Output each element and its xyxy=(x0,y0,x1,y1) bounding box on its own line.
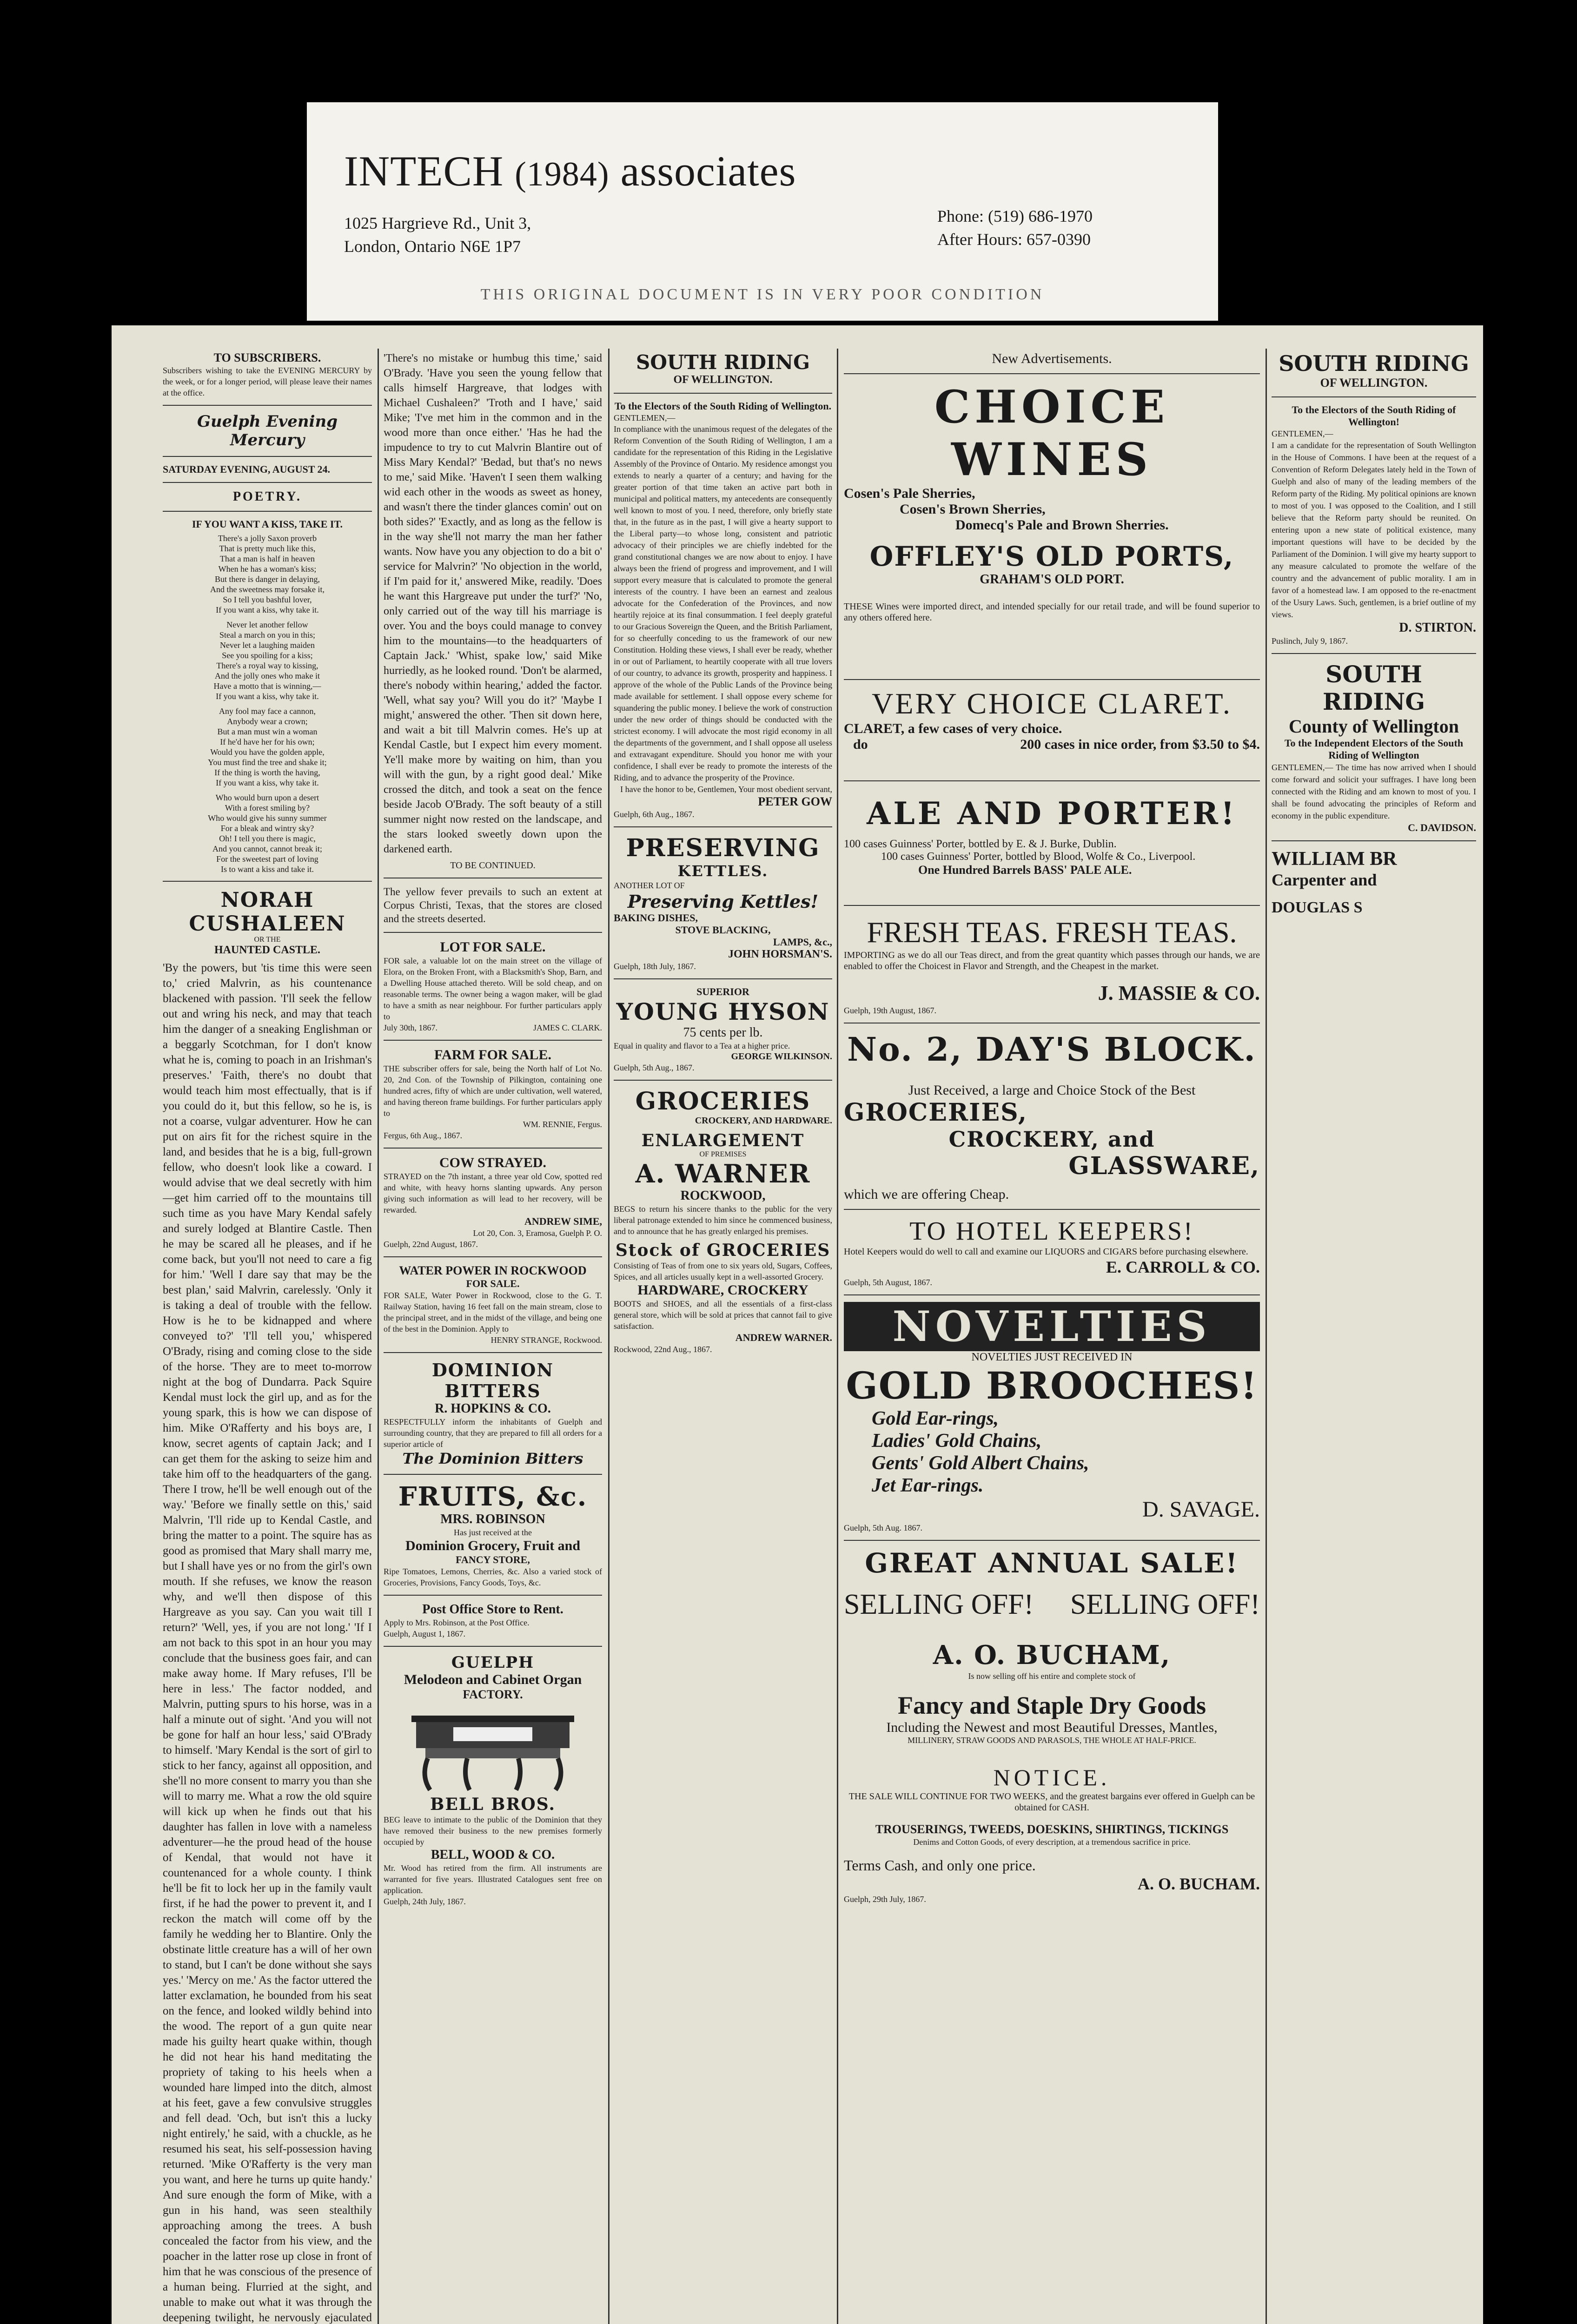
to-subscribers-heading: TO SUBSCRIBERS. xyxy=(213,351,321,364)
choice-wines-ad: CHOICE WINES Cosen's Pale Sherries, Cosen's Brown Sherries, Domecq's Pale and Brown Sherries. OFFLEY'S OLD PORTS, GRAHAM'S OLD PORT. THESE Wines were imported direct, and intended specially for our retail trade, and will be found superior to any others offered here. xyxy=(844,381,1260,623)
fresh-teas-ad: FRESH TEAS. FRESH TEAS. IMPORTING as we do all our Teas direct, and from the great quantity which passes through our hands, we are enabled to offer the Choicest in Flavor and Strength, and the Cheapest in the market. J. MASSIE & CO. Guelph, 19th August, 1867. xyxy=(844,916,1260,1015)
dominion-bitters-ad: DOMINION BITTERS R. HOPKINS & CO. RESPECTFULLY inform the inhabitants of Guelph and surrounding country, that they are prepared to fill all orders for a superior article of The Dominion Bitters xyxy=(384,1360,602,1467)
gentlemen-2: GENTLEMEN,— xyxy=(1272,429,1333,438)
poem-line: And the jolly ones who make it xyxy=(215,671,320,680)
subscribers-text: Subscribers wishing to take the EVENING MERCURY by the week, or for a longer period, will please leave their names at the office. xyxy=(163,366,372,397)
poem-line: Never let another fellow xyxy=(226,620,308,629)
poem-line: If he'd have her for his own; xyxy=(220,737,315,746)
company-phone: Phone: (519) 686-1970 After Hours: 657-0390 xyxy=(937,207,1093,249)
poem-line: Who would give his sunny summer xyxy=(208,813,327,823)
story-or: OR THE xyxy=(254,936,281,944)
poem-line: If the thing is worth the having, xyxy=(214,768,320,777)
preserving-kettles-ad: PRESERVING KETTLES. ANOTHER LOT OF Preserving Kettles! BAKING DISHES, STOVE BLACKING, LAMPS, &c., JOHN HORSMAN'S. Guelph, 18th July, 1867. xyxy=(614,834,832,971)
gow-closing: I have the honor to be, Gentlemen, Your most obedient servant, xyxy=(620,785,832,794)
fever-item: The yellow fever prevails to such an extent at Corpus Christi, Texas, that the stores are closed and the streets deserted. xyxy=(384,886,602,924)
poem-line: So I tell you bashful lover, xyxy=(223,595,312,604)
poem-line: And the sweetness may forsake it, xyxy=(210,585,325,594)
column-rule xyxy=(837,349,838,2324)
gow-date: Guelph, 6th Aug., 1867. xyxy=(614,810,695,819)
gow-signature: PETER GOW xyxy=(758,795,832,808)
newspaper-page xyxy=(112,325,1483,2324)
poem-line: That a man is half in heaven xyxy=(220,554,315,563)
poem-line: That is pretty much like this, xyxy=(219,544,316,553)
days-block-ad: No. 2, DAY'S BLOCK. Just Received, a large and Choice Stock of the Best GROCERIES, CROCKERY, and GLASSWARE, which we are offering Cheap. xyxy=(844,1030,1260,1202)
hotel-keepers-ad: TO HOTEL KEEPERS! Hotel Keepers would do well to call and examine our LIQUORS and CIGARS before purchasing elsewhere. E. CARROLL & CO. Guelph, 5th August, 1867. xyxy=(844,1217,1260,1287)
fruits-ad: FRUITS, &c. MRS. ROBINSON Has just received at the Dominion Grocery, Fruit and FANCY STORE, Ripe Tomatoes, Lemons, Cherries, &c. Also a varied stock of Groceries, Provisions, Fancy Goods, Toys, &c. xyxy=(384,1481,602,1587)
gentlemen: GENTLEMEN,— xyxy=(614,413,676,423)
stirton-date: Puslinch, July 9, 1867. xyxy=(1272,636,1348,646)
gow-letter: In compliance with the unanimous request of the delegates of the Reform Convention of the South Riding of Wellington, I am a candidate for the representation of this Riding in the Legislative Assembly of the Province of Ontario. My residence amongst you extends to nearly a quarter of a century; and having for the greater portion of that time taken an active part both in municipal and political matters, my antecedents are consequently well known to most of you. I need, therefore, only briefly state that, in the future as in the past, I will give a hearty support to the Liberal party—to whose long, consistent and patriotic advocacy of their principles we are chiefly indebted for the grand constitutional changes we are now about to enjoy. I have always been the friend of progress and improvement, and I will support every measure that is calculated to promote the general interests of the country. I have been an earnest and zealous advocate for the Confederation of the Provinces, and now heartily rejoice at its final consummation. I feel deeply grateful to our Gracious Sovereign the Queen, and the British Parliament, for so cheerfully conceding to us the framework of our new Constitution. Holding these views, I shall ever be ready, whether in or out of Parliament, to heartily cooperate with all true lovers of our country, to advance its growth, prosperity and happiness. I approve of the whole of the Public Lands of the Province being made available for settlement. I shall oppose every scheme for squandering the public money. I believe the work of construction under the new order of things should be conducted with the strictest economy. I will advocate the most rigid economy in all the departments of the government, and I shall oppose all useless and extravagant expenditure. Should you honor me with your confidence, I shall ever be ready to promote the interests of the Riding, and to advance the prosperity of the Province. xyxy=(614,424,832,782)
poem-line: Anybody wear a crown; xyxy=(227,717,308,726)
poem-line: For a bleak and wintry sky? xyxy=(220,824,314,833)
poem-line: When he has a woman's kiss; xyxy=(218,564,317,574)
column-3 xyxy=(614,351,832,2324)
new-ads-heading: New Advertisements. xyxy=(992,351,1112,366)
poem-line: You must find the tree and shake it; xyxy=(208,758,327,767)
column-rule xyxy=(608,349,610,2324)
south-riding-sub: OF WELLINGTON. xyxy=(673,374,773,386)
annual-sale-ad: GREAT ANNUAL SALE! SELLING OFF! SELLING OFF! A. O. BUCHAM, Is now selling off his entire and complete stock of Fancy and Staple Dry Goods Including the Newest and most Beautiful Dresses, Mantles, MILLINERY, STRAW GOODS AND PARASOLS, THE WHOLE AT HALF-PRICE. NOTICE. THE SALE WILL CONTINUE FOR TWO WEEKS, and the greatest bargains ever offered in Guelph can be obtained for CASH. TROUSERINGS, TWEEDS, DOESKINS, SHIRTINGS, TICKINGS Denims and Cotton Goods, of every description, at a tremendous sacrifice in price. Terms Cash, and only one price. A. O. BUCHAM. Guelph, 29th July, 1867. xyxy=(844,1547,1260,1904)
independent-electors: To the Independent Electors of the South Riding of Wellington xyxy=(1284,737,1464,761)
novelties-ad: NOVELTIES NOVELTIES JUST RECEIVED IN GOLD BROOCHES! Gold Ear-rings, Ladies' Gold Chains, Gents' Gold Albert Chains, Jet Ear-rings. D. SAVAGE. Guelph, 5th Aug. 1867. xyxy=(844,1302,1260,1532)
poem-line: Oh! I tell you there is magic, xyxy=(219,834,316,843)
poetry-heading: POETRY. xyxy=(232,489,302,504)
poem-line: But a man must win a woman xyxy=(217,727,318,736)
douglas-line: DOUGLAS S xyxy=(1272,899,1363,916)
melodeon-illustration xyxy=(384,1702,602,1795)
warner-groceries-ad: GROCERIES CROCKERY, AND HARDWARE. ENLARGEMENT OF PREMISES A. WARNER ROCKWOOD, BEGS to return his sincere thanks to the public for the very liberal patronage extended to him since he commenced business, and to announce that he has greatly enlarged his premises. Stock of GROCERIES Consisting of Teas of from one to six years old, Sugars, Coffees, Spices, and all articles usually kept in a well-assorted Grocery. HARDWARE, CROCKERY BOOTS and SHOES, and all the essentials of a first-class general store, which will be sold at prices that cannot fail to give satisfaction. ANDREW WARNER. Rockwood, 22nd Aug., 1867. xyxy=(614,1087,832,1354)
water-power-ad: WATER POWER IN ROCKWOOD FOR SALE. FOR SALE, Water Power in Rockwood, close to the G. T. Railway Station, having 16 feet fall on the main stream, close to the principal street, and in the midst of the village, and being one of the best in the Dominion. Apply to HENRY STRANGE, Rockwood. xyxy=(384,1264,602,1345)
poem-line: And you cannot, cannot break it; xyxy=(212,844,322,853)
poem-line: See you spoiling for a kiss; xyxy=(222,651,313,660)
company-name: INTECH (1984) associates xyxy=(344,147,796,195)
company-address: 1025 Hargrieve Rd., Unit 3, London, Ontario N6E 1P7 xyxy=(344,214,531,256)
column-1 xyxy=(163,351,372,2324)
poem-body xyxy=(163,533,372,874)
ale-porter-ad: ALE AND PORTER! 100 cases Guinness' Porter, bottled by E. & J. Burke, Dublin. 100 cases Guinness' Porter, bottled by Blood, Wolfe & Co., Liverpool. One Hundred Barrels BASS' PALE ALE. xyxy=(844,795,1237,877)
lot-for-sale-ad: LOT FOR SALE. FOR sale, a valuable lot on the main street on the village of Elora, on the Broken Front, with a Blacksmith's Shop, Barn, and a Dwelling House attached thereto. Will be sold cheap, and on reasonable terms. The owner being a wagon maker, will be glad to have a smith as near neighbour. For further particulars apply to July 30th, 1867. JAMES C. CLARK. xyxy=(384,939,602,1032)
column-5 xyxy=(1272,351,1476,2324)
south-riding-sub-2: OF WELLINGTON. xyxy=(1320,376,1428,390)
william-ad-heading: WILLIAM BR xyxy=(1272,848,1397,870)
poem-line: Steal a march on you in this; xyxy=(219,630,315,640)
story-continued: 'There's no mistake or humbug this time,' said O'Brady. 'Have you seen the young fellow that calls himself Hargreave, that lodges with Michael Cushaleen?' 'Troth and I have,' said Mike; 'I've met him in the common and in the wood more than once either.' 'Has he had the impudence to try to cut Malvrin Blantire out of Miss Mary Kendal?' 'Bedad, but that's no news to me,' said Mike. 'Haven't I seen them walking wid each other in the woods as sweet as honey, and wasn't there the tinder glances comin' out on both sides?' 'Exactly, and as long as the fellow is in the way she'll not marry the man her father wants. Now have you any objection to do a bit o' service for Malvrin?' 'No objection in the world, if I'm paid for it,' answered Mike, readily. 'Does he want this Hargreave put under the turf?' 'No, only carried out of the way till his marriage is over. You and the boys could manage to convey him to the mountains—to the headquarters of Captain Jack.' 'Whist, spake low,' said Mike hurriedly, as he looked round. 'Don't be alarmed, there's nobody within hearing,' added the factor. 'Well, what say you? Will you do it?' 'Maybe I might,' answered the other. 'Then sit down here, and wait a bit till Malvrin comes. He's up at Kendal Castle, but I expect him every moment. Ye'll make more by waiting on him, than you will with the gun, by a right good deal.' Mike crossed the ditch, and took a seat on the fence beside Jacob O'Brady. The soft beauty of a still summer night now rested on the landscape, and the stars looked sweetly down upon the darkened earth. xyxy=(384,352,602,855)
county-heading: County of Wellington xyxy=(1289,716,1459,737)
south-riding-heading-3: SOUTH RIDING xyxy=(1322,660,1425,715)
poem-title: IF YOU WANT A KISS, TAKE IT. xyxy=(192,518,343,530)
stirton-signature: D. STIRTON. xyxy=(1399,621,1476,635)
davidson-letter: GENTLEMEN,— The time has now arrived when I should come forward and solicit your suffrages. I have long been connected with the Riding and am known to most of you. I shall be found advocating the principles of Reform and economy in the public expenditure. xyxy=(1272,763,1476,820)
poem-line: Have a motto that is winning,— xyxy=(213,681,321,691)
poem-line: With a forest smiling by? xyxy=(225,803,310,812)
condition-note: THIS ORIGINAL DOCUMENT IS IN VERY POOR CONDITION xyxy=(480,286,1045,303)
south-riding-heading: SOUTH RIDING xyxy=(636,351,810,374)
column-2 xyxy=(384,351,602,2324)
to-electors-2: To the Electors of the South Riding of Wellington! xyxy=(1292,404,1456,428)
cow-strayed-ad: COW STRAYED. STRAYED on the 7th instant, a three year old Cow, spotted red and white, with heavy horns slanting upwards. Any person giving such information as will lead to her recovery, will be rewarded. ANDREW SIME, Lot 20, Con. 3, Eramosa, Guelph P. O. Guelph, 22nd August, 1867. xyxy=(384,1155,602,1249)
poem-line: If you want a kiss, why take it. xyxy=(216,692,319,701)
young-hyson-ad: SUPERIOR YOUNG HYSON 75 cents per lb. Equal in quality and flavor to a Tea at a higher price. GEORGE WILKINSON. Guelph, 5th Aug., 1867. xyxy=(614,986,832,1072)
poem-line: Who would burn upon a desert xyxy=(215,793,319,802)
post-office-ad: Post Office Store to Rent. Apply to Mrs. Robinson, at the Post Office. Guelph, August 1, 1867. xyxy=(384,1602,563,1638)
claret-ad: VERY CHOICE CLARET. CLARET, a few cases of very choice. do 200 cases in nice order, from $3.50 to $4. xyxy=(844,687,1260,752)
poem-line: But there is danger in delaying, xyxy=(215,574,320,584)
story-subtitle: HAUNTED CASTLE. xyxy=(214,944,321,956)
poem-line: If you want a kiss, why take it. xyxy=(216,778,319,787)
poem-line: For the sweetest part of loving xyxy=(216,854,318,864)
story-text: 'By the powers, but 'tis time this were seen to,' cried Malvrin, as his countenance blackened with passion. 'I'll seek the fellow out and wring his neck, and may that teach him the danger of a sneaking Englishman or a beggarly Scotchman, for I don't know what he is, coming to poach in an Irishman's preserves.' 'Faith, there's no doubt that would teach him most effectually, that is if you could do it, but this fellow, so he is, is not a coarse, vulgar adventurer. How he can put on airs fit for the richest squire in the land, and besides that he is a big, full-grown fellow, who doesn't look like a coward. I would advise that we deal secretly with him—get him carried off to the mountains till such time as you have Mary Kendal safely and surely lodged at Blantire Castle. Then he may be scared all he pleases, and if he come back, but you'll not need to care a fig for him.' 'Well I dare say that may be the best plan,' said Malvrin, carelessly. 'Only it is taking a deal of trouble with the fellow. How is he to be kidnapped and where conveyed to?' 'I'll tell you,' whispered O'Brady, rising and coming close to the side of the horse. 'They are to meet to-morrow night at the bog of Dundarra. Pack Squire Kendal must lock the girl up, and as for the young spark, this is how we can dispose of him. Mike O'Rafferty and his boys are, I know, secret agents of captain Jack; and I can get them for the asking to seize him and take him off to the headquarters of the gang. There I trow, he'll be well enough out of the way.' 'Before we finally settle on this,' said Malvrin, 'I'll ride up to Kendal Castle, and bring the matter to a point. The squire has as good as promised that Mary shall marry me, but I shall have yes or no from the girl's own mouth. If she refuses, we know the reason why, and we'll then dispose of this Hargreave as you say. Can you wait till I return?' 'Well, yes, if you are not long.' 'If I am not back to this spot in an hour you may conclude that the business goes fair, and can make away home. If Mary refuses, I'll be here in less.' The factor nodded, and Malvrin, putting spurs to his horse, was in a half a minute out of sight. 'And you will not be gone for half an hour less,' said O'Brady to himself. 'Mary Kendal is the sort of girl to stick to her fancy, against all opposition, and she'll no more consent to marry you than she will to marry me. What a row the old squire will kick up when he finds out that his daughter has fallen in love with a nameless adventurer—he the proud head of the house of Kendal, that would not have it countenanced for a whole county. I think he'll be fit to lock her up in the family vault first, if he had the power to prevent it, and I reckon the match will come off by the family he wedding her to Blantire. Only the obstinate little creature has a will of her own to stand, but I can't be done without she says yes.' 'Mercy on me.' As the factor uttered the latter exclamation, he bounded from his seat on the fence, and looked wildly behind into the wood. The report of a gun quite near made his guilty heart quake within, though he did not hear his hand meditating the propriety of taking to his heels when a wounded hare limped into the ditch, almost at his feet, gave a few convulsive struggles and fell dead. 'Och, but isn't this a lucky night entirely,' he said, with a chuckle, as he resumed his seat, his self-possession having returned. 'Mike O'Rafferty is the very man you want, and here he turns up quite handy.' And sure enough the form of Mike, with a gun in his hand, was seen stealthily approaching among the trees. A bush concealed the factor from his view, and the poacher in the latter rose up close in front of him that he was conscious of the presence of a human being. Flurried at the sight, and unable to make out what it was through the deepening twilight, he nervously ejaculated xyxy=(163,962,372,2324)
farm-for-sale-ad: FARM FOR SALE. THE subscriber offers for sale, being the North half of Lot No. 20, 2nd Con. of the Township of Pilkington, containing one hundred acres, fifty of which are under cultivation, well watered, and having thereon frame buildings. For further particulars apply to WM. RENNIE, Fergus. Fergus, 6th Aug., 1867. xyxy=(384,1047,602,1140)
poem-line: There's a jolly Saxon proverb xyxy=(218,534,317,543)
poem-line: Is to want a kiss and take it. xyxy=(221,865,314,874)
masthead: Guelph Evening Mercury xyxy=(197,412,338,449)
stirton-letter: I am a candidate for the representation of South Wellington in the House of Commons. I have been at the request of a Convention of Reform Delegates lately held in the Town of Guelph and also of many of the leading members of the Reform party of the Riding. My political opinions are known to most of you. I was opposed to the Coalition, and I still believe that the Reform party should be reunited. On entering upon a new state of political existence, many important questions will have to be decided by the Parliament of the Dominion. I will give my hearty support to any measure calculated to promote the welfare of the country and the advancement of public morality. I am in favor of a homestead law. I am opposed to the re-enactment of the Usury Laws. Such, gentlemen, is a brief outline of my views. xyxy=(1272,441,1476,619)
scanner-header-card xyxy=(307,102,1218,321)
melodeon-ad: GUELPH Melodeon and Cabinet Organ FACTORY. BELL BROS. BEG leave to intimate to the public of the Dominion that they have removed their business to the new premises formerly occupied by BELL, WOOD & CO. Mr. Wood has retired from the firm. All instruments are warranted for five years. Illustrated Catalogues sent free on application. Guelph, 24th July, 1867. xyxy=(384,1653,602,1906)
to-be-continued: TO BE CONTINUED. xyxy=(450,860,536,871)
poem-line: If you want a kiss, why take it. xyxy=(216,605,319,614)
poem-line: Would you have the golden apple, xyxy=(210,747,325,757)
poem-line: Any fool may face a cannon, xyxy=(219,706,316,716)
column-rule xyxy=(1266,349,1267,2324)
poem-line: There's a royal way to kissing, xyxy=(216,661,318,670)
story-title: NORAH CUSHALEEN xyxy=(189,888,346,936)
davidson-signature: C. DAVIDSON. xyxy=(1408,822,1476,833)
poem-line: Never let a laughing maiden xyxy=(220,640,315,650)
carpenter-line: Carpenter and xyxy=(1272,871,1377,889)
to-electors: To the Electors of the South Riding of Wellington. xyxy=(614,400,832,412)
issue-date: SATURDAY EVENING, AUGUST 24. xyxy=(163,463,331,475)
column-4 xyxy=(844,351,1260,2324)
column-rule xyxy=(378,349,379,2324)
south-riding-heading-2: SOUTH RIDING xyxy=(1279,351,1469,376)
